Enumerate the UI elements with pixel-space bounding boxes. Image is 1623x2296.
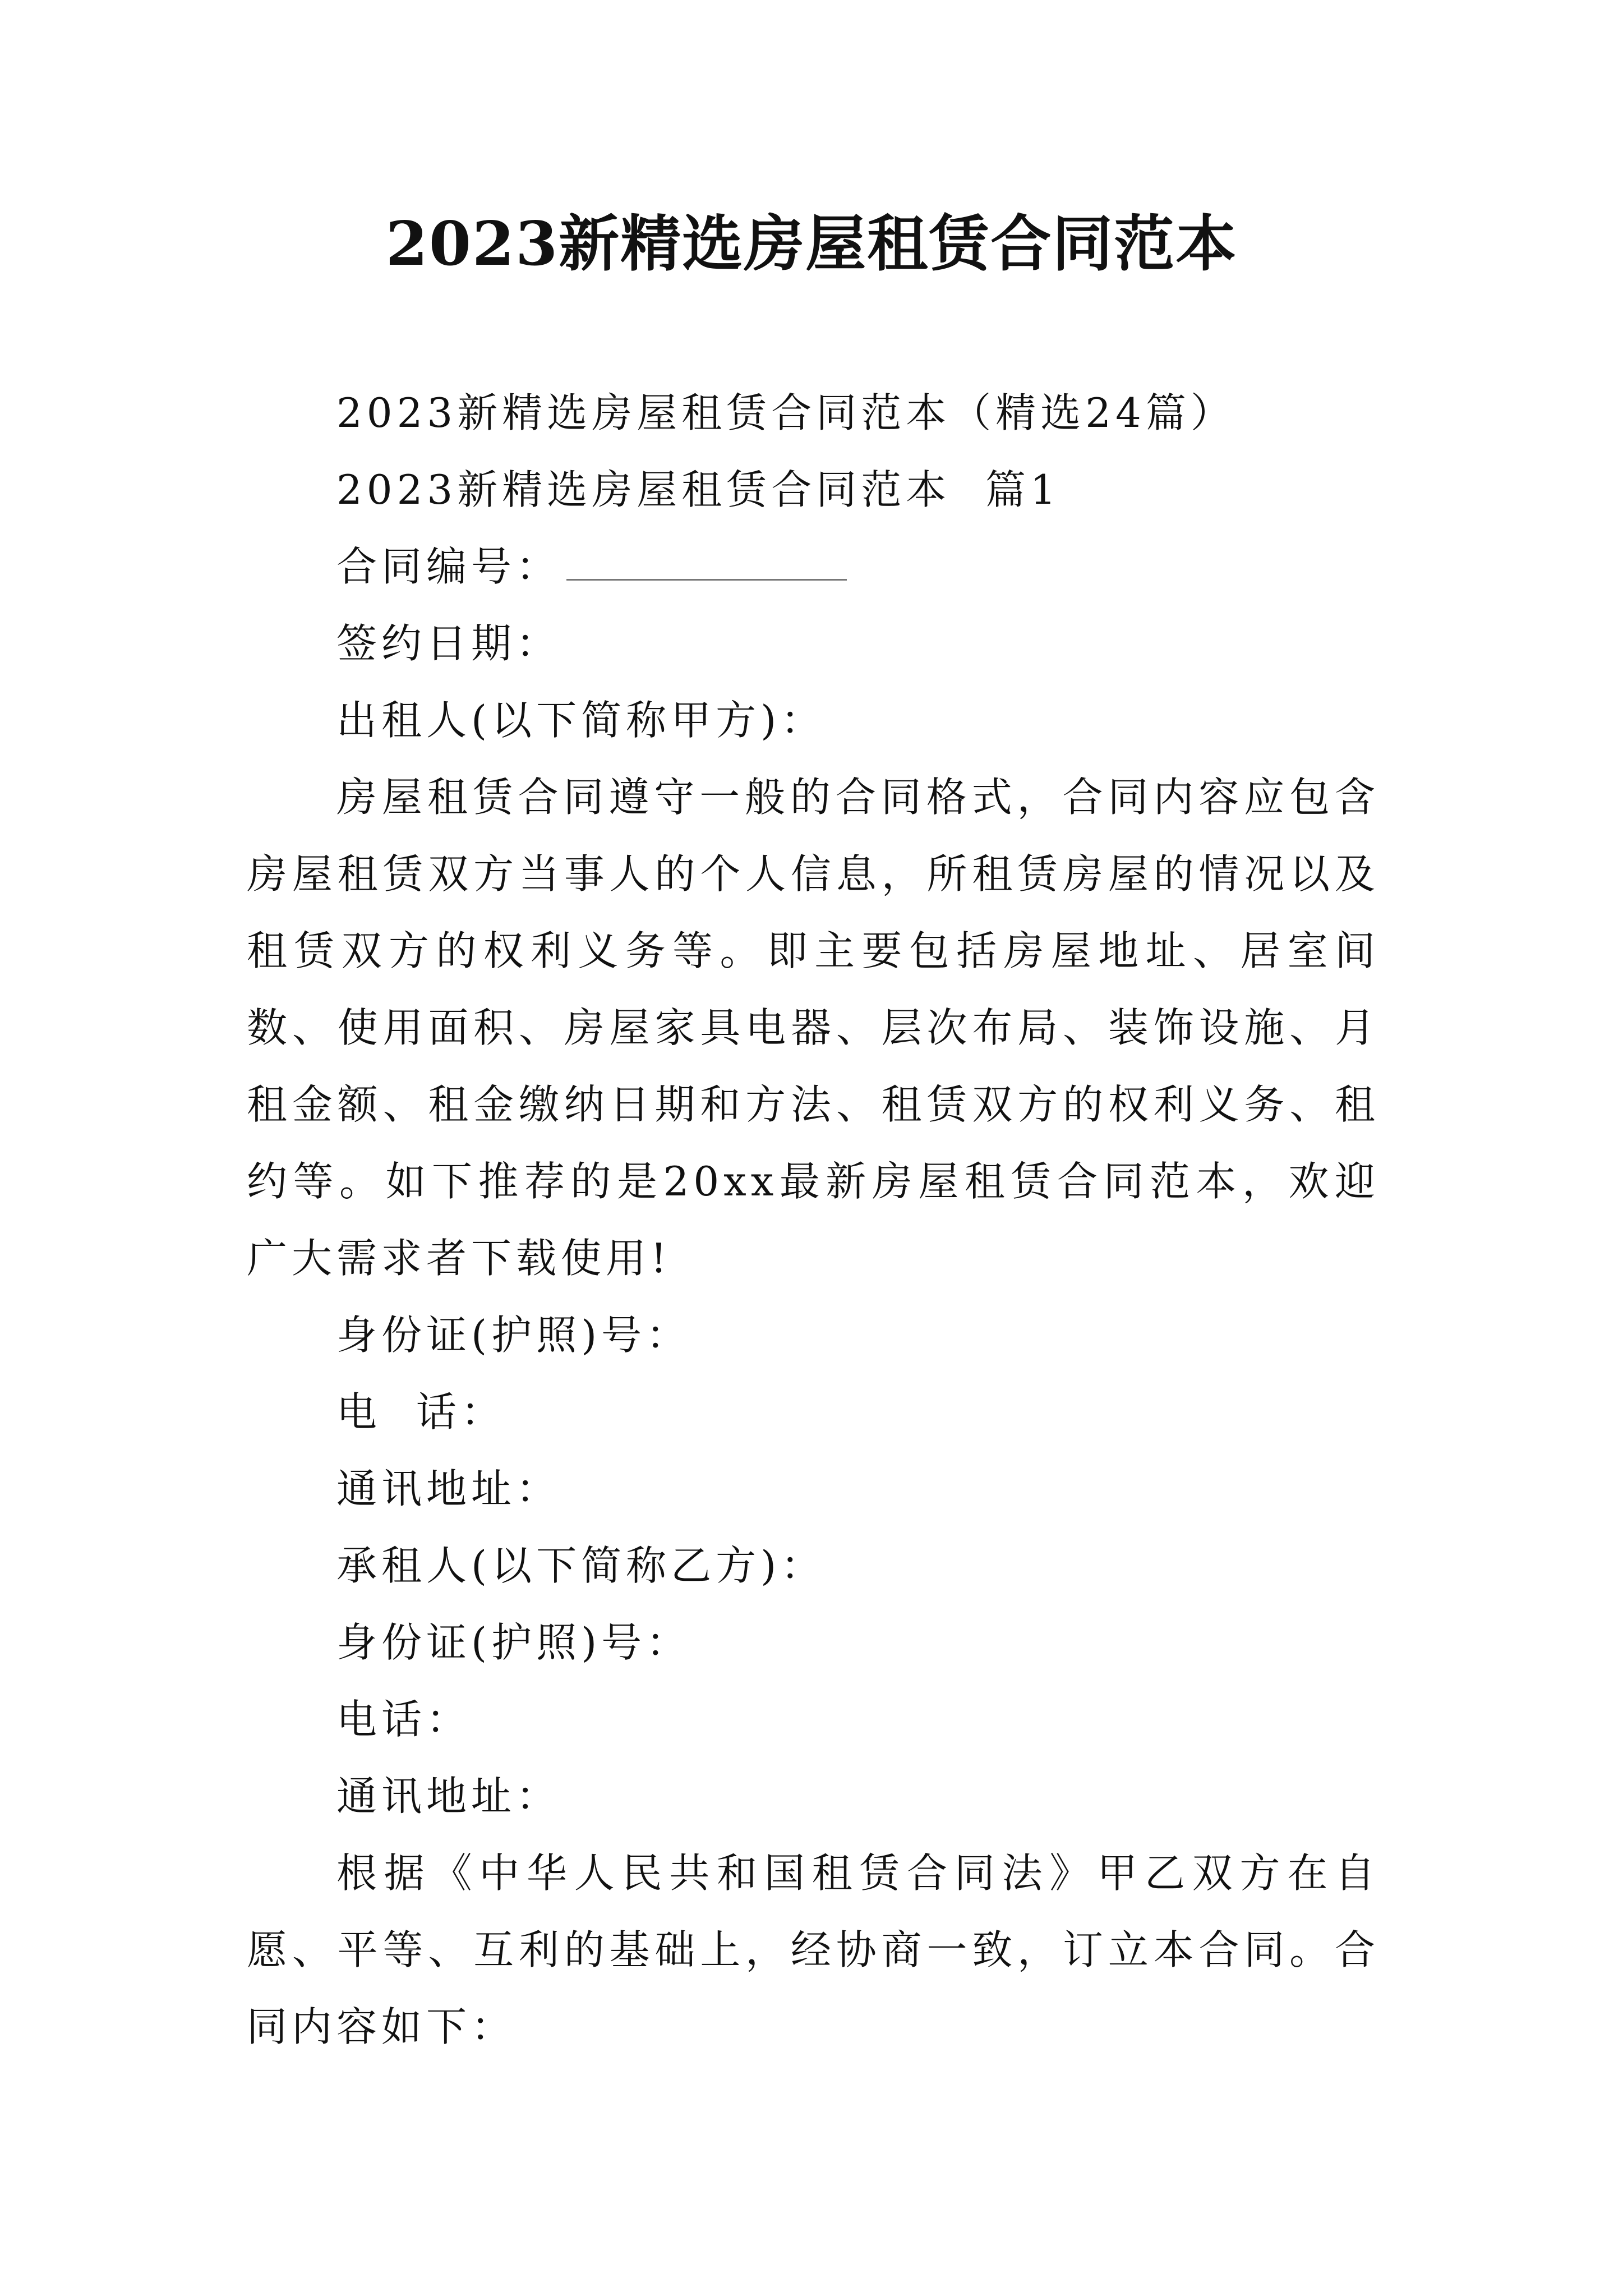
document-title: 2023新精选房屋租赁合同范本 [385, 209, 1238, 279]
sign-date-label: 签约日期： [336, 620, 561, 667]
lessor-label: 出租人(以下简称甲方)： [336, 697, 826, 744]
lessee-id-label: 身份证(护照)号： [336, 1619, 691, 1666]
lessor-phone-label: 电 话： [336, 1388, 506, 1435]
basis-paragraph: 根据《中华人民共和国租赁合同法》甲乙双方在自愿、平等、互利的基础上，经协商一致，订立本合同。合同内容如下： [247, 1849, 1380, 2050]
document-subtitle: 2023新精选房屋租赁合同范本（精选24篇） [336, 389, 1235, 436]
contract-number-blank [566, 545, 847, 581]
lessor-id-label: 身份证(护照)号： [336, 1312, 691, 1359]
lessor-address-label: 通讯地址： [336, 1465, 561, 1512]
lessee-phone-label: 电话： [336, 1696, 472, 1743]
document-body [247, 375, 1380, 2065]
contract-number-row [247, 528, 1380, 605]
contract-number-label: 合同编号： [336, 543, 561, 590]
intro-paragraph: 房屋租赁合同遵守一般的合同格式，合同内容应包含房屋租赁双方当事人的个人信息，所租赁房屋的情况以及租赁双方的权利义务等。即主要包括房屋地址、居室间数、使用面积、房屋家具电器、层次布局、装饰设施、月租金额、租金缴纳日期和方法、租赁双方的权利义务、租约等。如下推荐的是20xx最新房屋租赁合同范本，欢迎广大需求者下载使用! [247, 774, 1380, 1282]
section-heading: 2023新精选房屋租赁合同范本 篇1 [336, 466, 1061, 513]
lessee-label: 承租人(以下简称乙方)： [336, 1542, 826, 1589]
lessee-address-label: 通讯地址： [336, 1773, 561, 1820]
